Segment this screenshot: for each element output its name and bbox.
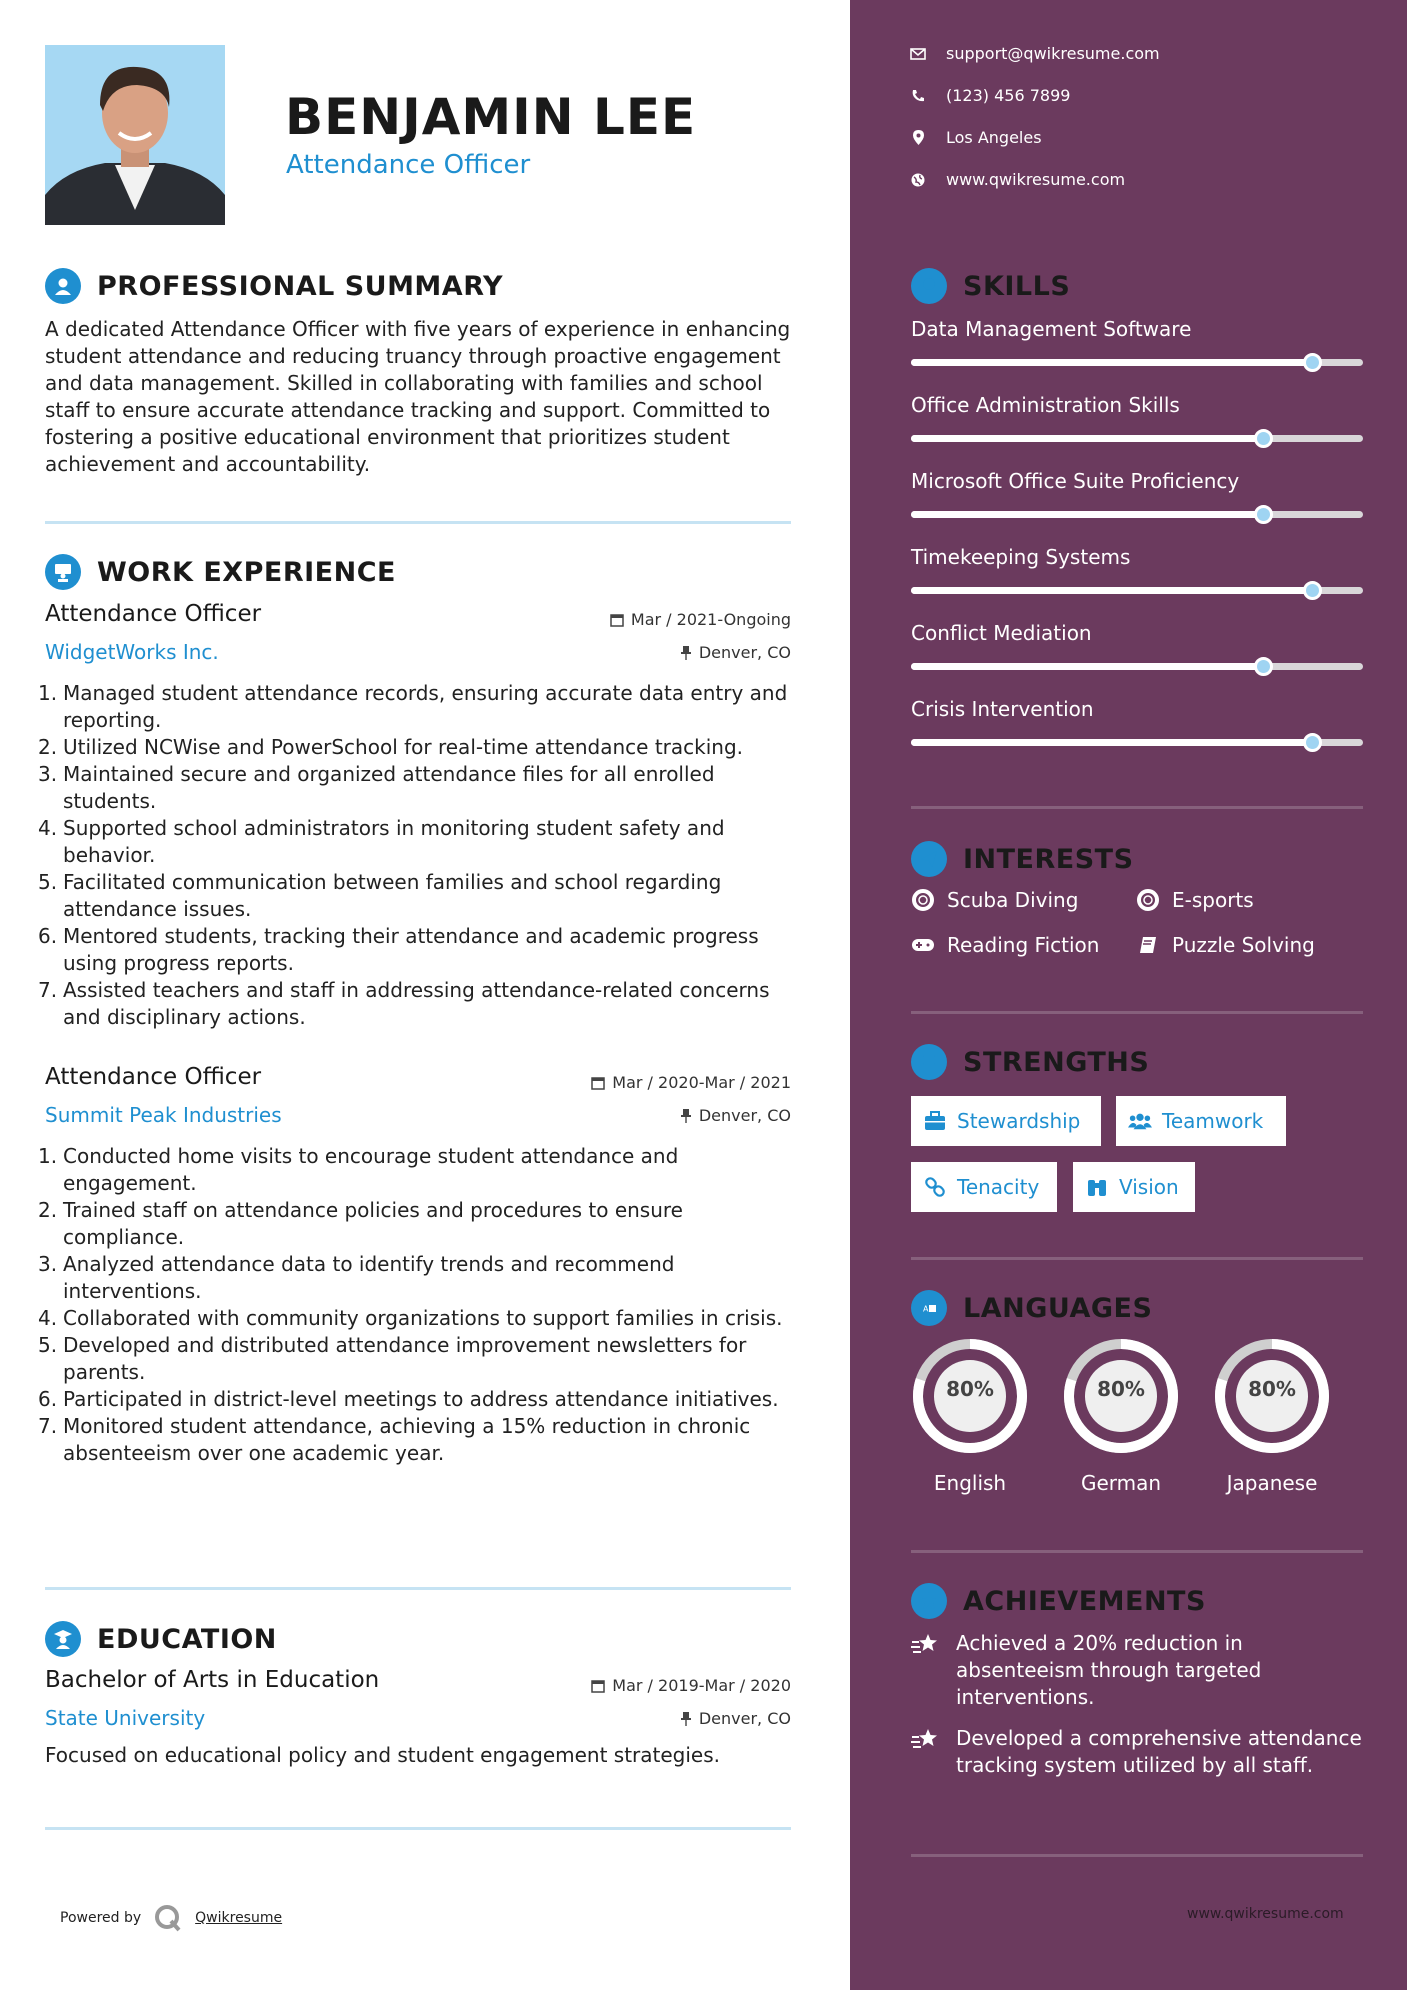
language-name: English [933, 1471, 1007, 1495]
powered-by-label: Powered by [60, 1910, 142, 1926]
list-item: 5. Facilitated communication between families and school regarding attendance issues. [38, 870, 722, 921]
job-dates-text: Mar / 2020-Mar / 2021 [612, 1073, 791, 1092]
section-divider [911, 806, 1363, 809]
list-item: 7. Assisted teachers and staff in addressing attendance-related concerns and disciplinary actions. [38, 978, 770, 1029]
language-percent: 80% [946, 1377, 994, 1401]
strength-chip: Stewardship [911, 1096, 1101, 1146]
skill-name: Microsoft Office Suite Proficiency [911, 469, 1240, 493]
achievement-item: Developed a comprehensive attendance tracking system utilized by all staff. [911, 1725, 1371, 1779]
skill-bar-knob [1254, 429, 1273, 448]
language-icon [911, 1290, 947, 1326]
languages-title: LANGUAGES [963, 1292, 1153, 1324]
calendar-icon [591, 1679, 605, 1693]
job-bullets [38, 680, 798, 1031]
list-item: 2. Utilized NCWise and PowerSchool for real-time attendance tracking. [38, 735, 744, 759]
svg-text:A: A [923, 1304, 929, 1314]
skill-bar-fill [911, 435, 1264, 442]
experience-heading [45, 554, 396, 590]
languages-heading [911, 1290, 1152, 1326]
calendar-icon [610, 613, 624, 627]
skill-name: Office Administration Skills [911, 393, 1180, 417]
footer-url[interactable]: www.qwikresume.com [1187, 1906, 1344, 1922]
section-divider [911, 1257, 1363, 1260]
calendar-icon [591, 1076, 605, 1090]
contact-phone-text: (123) 456 7899 [946, 86, 1071, 105]
map-marker-icon [910, 130, 926, 146]
section-divider [45, 1827, 791, 1830]
globe-icon [910, 172, 926, 188]
users-icon [1128, 1109, 1152, 1133]
list-item: 5. Developed and distributed attendance improvement newsletters for parents. [38, 1333, 747, 1384]
skill-bar [911, 511, 1363, 518]
section-divider [911, 1550, 1363, 1553]
job-title: Attendance Officer [45, 601, 262, 627]
interest-item: Reading Fiction [911, 933, 1099, 957]
job-company: WidgetWorks Inc. [45, 640, 219, 664]
paper-plane-icon [911, 841, 947, 877]
contact-email-text: support@qwikresume.com [946, 44, 1160, 63]
job-dates-text: Mar / 2021-Ongoing [630, 610, 791, 629]
language-name: German [1080, 1471, 1162, 1495]
skill-bar-fill [911, 739, 1313, 746]
list-item: 3. Maintained secure and organized attendance files for all enrolled students. [38, 762, 715, 813]
phone-icon [910, 88, 926, 104]
interests-heading [911, 841, 1134, 877]
skill-bar [911, 435, 1363, 442]
list-item: 1. Managed student attendance records, ensuring accurate data entry and reporting. [38, 681, 788, 732]
section-divider [45, 521, 791, 524]
list-item: 6. Mentored students, tracking their attendance and academic progress using progress reports. [38, 924, 759, 975]
skill-bar [911, 587, 1363, 594]
language-percent: 80% [1248, 1377, 1296, 1401]
list-item: 4. Collaborated with community organizations to support families in crisis. [38, 1306, 783, 1330]
education-description: Focused on educational policy and student engagement strategies. [45, 1743, 720, 1767]
school-name: State University [45, 1706, 206, 1730]
gamepad-icon [911, 933, 935, 957]
life-ring-icon [911, 888, 935, 912]
strengths-title: STRENGTHS [963, 1046, 1150, 1078]
summary-text: A dedicated Attendance Officer with five years of experience in enhancing student attendance and reducing truancy through proactive engagement and data management. Skilled in collaborating with families and school staff to ensure accurate attendance tracking and support. Committed to fostering a positive educational environment that prioritizes student achievement and accountability. [45, 317, 791, 476]
list-item: 2. Trained staff on attendance policies and procedures to ensure compliance. [38, 1198, 683, 1249]
education-location [680, 1709, 791, 1728]
section-divider [911, 1011, 1363, 1014]
job-title: Attendance Officer [45, 1064, 262, 1090]
section-divider [45, 1587, 791, 1590]
candidate-name: BENJAMIN LEE [285, 88, 697, 146]
job-dates [610, 610, 791, 629]
envelope-icon [910, 46, 926, 62]
candidate-title: Attendance Officer [286, 150, 531, 180]
skill-bar-fill [911, 587, 1313, 594]
skill-bar [911, 359, 1363, 366]
powered-by [60, 1903, 282, 1933]
pin-icon [680, 1109, 692, 1123]
achievement-item: Achieved a 20% reduction in absenteeism through targeted interventions. [911, 1630, 1371, 1711]
interest-item: E-sports [1136, 888, 1254, 912]
shooting-star-icon [911, 1725, 941, 1753]
list-item: 4. Supported school administrators in monitoring student safety and behavior. [38, 816, 725, 867]
experience-title: WORK EXPERIENCE [97, 556, 396, 588]
job-company: Summit Peak Industries [45, 1103, 282, 1127]
contact-location [910, 128, 1042, 147]
language-name: Japanese [1226, 1471, 1318, 1495]
education-heading [45, 1621, 277, 1657]
strength-chip: Teamwork [1116, 1096, 1286, 1146]
interests-title: INTERESTS [963, 843, 1134, 875]
job-dates [591, 1073, 791, 1092]
qwikresume-link[interactable]: Qwikresume [195, 1910, 283, 1926]
education-dates [591, 1676, 791, 1695]
list-item: 3. Analyzed attendance data to identify trends and recommend interventions. [38, 1252, 675, 1303]
binoculars-icon [1085, 1175, 1109, 1199]
list-item: 1. Conducted home visits to encourage student attendance and engagement. [38, 1144, 679, 1195]
job-bullets [38, 1143, 798, 1467]
interest-item: Scuba Diving [911, 888, 1078, 912]
education-location-text: Denver, CO [698, 1709, 791, 1728]
degree-title: Bachelor of Arts in Education [45, 1667, 380, 1693]
language-item [1060, 1335, 1182, 1495]
section-divider [911, 1854, 1363, 1857]
skill-name: Timekeeping Systems [911, 545, 1131, 569]
contact-location-text: Los Angeles [946, 128, 1042, 147]
contact-website[interactable] [910, 170, 1125, 189]
life-ring-icon [1136, 888, 1160, 912]
skill-bar-fill [911, 511, 1264, 518]
education-title: EDUCATION [97, 1623, 277, 1655]
job-location [680, 643, 791, 662]
achievements-heading [911, 1583, 1206, 1619]
strength-chip: Tenacity [911, 1162, 1057, 1212]
skill-name: Conflict Mediation [911, 621, 1092, 645]
contact-phone[interactable] [910, 86, 1070, 105]
skills-title: SKILLS [963, 270, 1071, 302]
interest-item: Puzzle Solving [1136, 933, 1315, 957]
user-icon [45, 268, 81, 304]
strengths-heading [911, 1044, 1149, 1080]
education-dates-text: Mar / 2019-Mar / 2020 [612, 1676, 791, 1695]
job-location-text: Denver, CO [698, 643, 791, 662]
contact-website-text: www.qwikresume.com [946, 170, 1126, 189]
qwikresume-logo-icon [153, 1903, 183, 1933]
achievements-title: ACHIEVEMENTS [963, 1585, 1206, 1617]
list-item: 7. Monitored student attendance, achieving a 15% reduction in chronic absenteeism over one academic year. [38, 1414, 751, 1465]
skill-bar-fill [911, 663, 1264, 670]
language-item [1211, 1335, 1333, 1495]
skill-bar-knob [1254, 505, 1273, 524]
profile-photo [45, 45, 225, 225]
skill-bar [911, 663, 1363, 670]
contact-email[interactable] [910, 44, 1160, 63]
summary-heading [45, 268, 503, 304]
language-item [909, 1335, 1031, 1495]
list-item: 6. Participated in district-level meetings to address attendance initiatives. [38, 1387, 779, 1411]
skill-name: Data Management Software [911, 317, 1192, 341]
book-icon [1136, 933, 1160, 957]
strength-chip: Vision [1073, 1162, 1195, 1212]
chalkboard-user-icon [45, 554, 81, 590]
link-icon [923, 1175, 947, 1199]
pin-icon [680, 646, 692, 660]
graduate-icon [45, 1621, 81, 1657]
pin-icon [680, 1712, 692, 1726]
skill-bar-fill [911, 359, 1313, 366]
fist-icon [911, 1044, 947, 1080]
skill-name: Crisis Intervention [911, 697, 1094, 721]
skills-heading [911, 268, 1070, 304]
skill-bar [911, 739, 1363, 746]
lightbulb-icon [911, 268, 947, 304]
job-location-text: Denver, CO [698, 1106, 791, 1125]
language-percent: 80% [1097, 1377, 1145, 1401]
star-badge-icon [911, 1583, 947, 1619]
skill-bar-knob [1254, 657, 1273, 676]
shooting-star-icon [911, 1630, 941, 1658]
job-location [680, 1106, 791, 1125]
briefcase-icon [923, 1109, 947, 1133]
summary-title: PROFESSIONAL SUMMARY [97, 270, 504, 302]
